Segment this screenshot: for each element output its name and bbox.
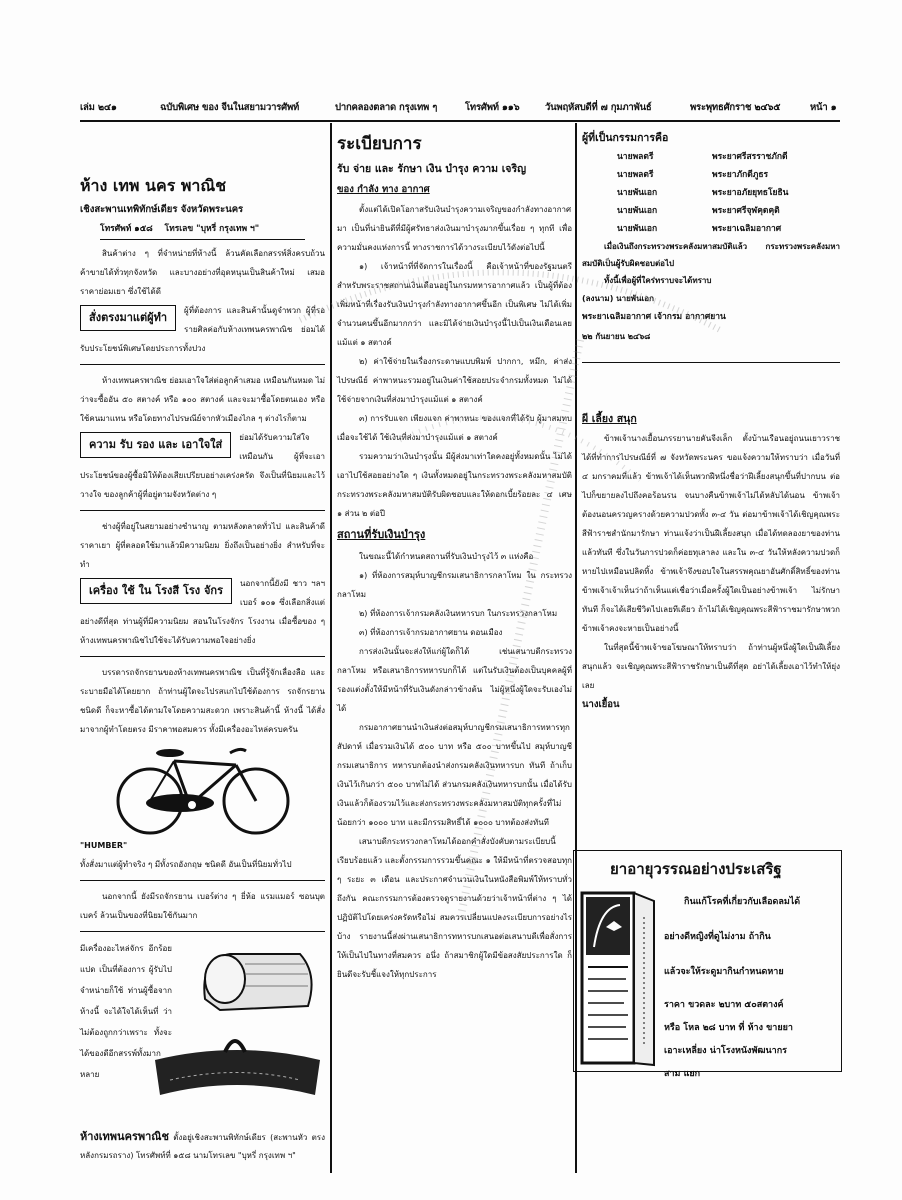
divider xyxy=(80,931,325,932)
store-contact xyxy=(100,220,305,240)
store-footer-name: ห้างเทพนครพาณิช xyxy=(80,1130,169,1143)
committee-title: ผู้ที่เป็นกรรมการคือ xyxy=(582,132,669,144)
store-para-2b: ความ รับ รอง และ เอาใจใส่ ย่อมได้รับความใส่ใจ เหมือนกัน ผู้ที่จะเอาประโยชน์ของผู้ซื้อมิให้ต้องเสียเปรียบอย่างเคร่งครัด จึงเป็นที่นิยมและไว้วางใจ ของลูกค้าผู้ที่อยู่ตามจังหวัดต่าง ๆ xyxy=(80,433,325,499)
ad-line: อย่างดีหญิงที่ดูไม่งาม ถ้ากิน xyxy=(664,932,771,942)
left-column xyxy=(80,126,325,1165)
committee-name: พระยาศรีสรราชภักดี xyxy=(712,152,788,162)
divider xyxy=(80,880,325,881)
guarantee-box: ความ รับ รอง และ เอาใจใส่ xyxy=(80,432,231,458)
notice-body-2: ในที่สุดนี้ข้าพเจ้าขอโฆษณาให้ทราบว่า ถ้าท่านผู้หนึ่งผู้ใดเป็นฝีเลี้ยงสนุกแล้ว จะเชิญคุณพระสีฟ้าราชรักษาเป็นดีที่สุด อย่าได้เลี้ยงเอาไว้ทำให้ยุ่งเลย xyxy=(582,643,840,690)
regulation-intro: ตั้งแต่ได้เปิดโอกาสรับเงินบำรุงความเจริญของกำลังทางอากาศมา เป็นที่น่ายินดีที่มีผู้ศรัทธาส่งเงินมาบำรุงมากขึ้นเรื่อย ๆ ทุกที เพื่อความมั่นคงแห่งการนี้ ทางราชการได้วางระเบียบไว้ดังต่อไปนี้ xyxy=(337,205,572,252)
store-footer xyxy=(80,1128,325,1165)
notice-title: ผี เลี้ยง สนุก xyxy=(582,413,637,425)
ad-line: เอาะเหลี่ยง น่าโรงหนังพัฒนากร xyxy=(664,1046,787,1056)
header-book: เล่ม ๒๔๑ xyxy=(80,102,117,113)
notice-signer: นางเยื้อน xyxy=(582,699,620,710)
signature-date: ๒๒ กันยายน ๒๔๖๘ xyxy=(582,332,651,341)
header-phone: โทรศัพท์ ๑๑๖ xyxy=(465,102,520,113)
store-para-3b: เครื่อง ใช้ ใน โรงสี โรง จักร นอกจากนี้ยังมี ชาว ฯลฯ เบอร์ ๑๐๑ ซึ่งเลือกสิ่งแต่อย่างดีที่สุด ท่านผู้ที่มีความนิยม สอนในโรงจักร โรงงาน เมื่อซื้อของ ๆ ห้างเทพนครพาณิชไปใช้จะได้รับความพอใจอย่างยิ่ง xyxy=(80,579,325,645)
regulation-para-d: เสนาบดีกระทรวงกลาโหมได้ออกคำสั่งบังคับตามระเบียบนี้เรียบร้อยแล้ว และตั้งกรรมการรวมขึ้นคณะ ๑ ให้มีหน้าที่ตรวจสอบทุก ๆ ระยะ ๓ เดือน และประกาศจำนวนเงินในหนังสือพิมพ์ให้ทราบทั่วถึงกัน คณะกรรมการต้องตรวจดูรายงานด้วยว่าเจ้าหน้าที่ต่าง ๆ ได้ปฏิบัติไปโดยเคร่งครัดหรือไม่ สมควรเปลี่ยนแปลงระเบียบการอย่างไรบ้าง รายงานนี้ส่งผ่านเสนาธิการทหารบกเสนอต่อเสนาบดีเพื่อสั่งการให้เป็นไปในทางที่สมควร อนึ่ง ถ้าสมาชิกผู้ใดมีข้อสงสัยประการใด ก็ยินดีจะรับชี้แจงให้ทุกประการ xyxy=(337,837,572,979)
committee-name: พระยาเฉลิมอากาศ xyxy=(712,224,782,234)
medicine-advertisement xyxy=(573,850,842,1079)
ad-line: แล้วจะให้ระดูมากินกำหนดหาย xyxy=(664,967,784,977)
receiving-place-1: ๑) ที่ห้องการสมุห์บาญชีกรมเสนาธิการกลาโหม ใน กระทรวงกลาโหม xyxy=(337,571,572,599)
bicycle-brand-label: "HUMBER" xyxy=(80,841,128,850)
receiving-place-2: ๒) ที่ห้องการเจ้ากรมคลังเงินทหารบก ในกระทรวงกลาโหม xyxy=(359,609,558,618)
page-header xyxy=(80,100,840,118)
inner-tube-illustration-icon xyxy=(150,1030,325,1100)
header-printer: ปากคลองตลาด กรุงเทพ ๆ xyxy=(335,102,438,113)
parts-ad xyxy=(80,938,325,1128)
signatory: พระยาเฉลิมอากาศ เจ้ากรม อากาศยาน xyxy=(582,312,726,322)
receiving-places-heading: สถานที่รับเงินบำรุง xyxy=(337,528,426,541)
store-title: ห้าง เทพ นคร พาณิช xyxy=(80,176,227,195)
regulation-title: ระเบียบการ xyxy=(337,134,422,154)
divider xyxy=(80,364,325,365)
bicycle-para-b: ทั้งสั่งมาแต่ผู้ทำจริง ๆ มีทั้งรถอังกฤษ ชนิดดี อันเป็นที่นิยมทั่วไป xyxy=(80,860,292,869)
ad-line: กินแก้โรคที่เกี่ยวกับเลือดลมได้ xyxy=(684,897,801,907)
committee-name: พระยาศรีจุฬคุดคุติ xyxy=(712,206,780,216)
signed-label: (ลงนาม) นายพันเอก xyxy=(582,294,654,303)
store-para-1b: สั่งตรงมาแต่ผู้ทำ ผู้ที่ต้องการ และสินค้านั้นดูจำพวก ผู้ที่รอรายศิลค่อกับห้างเทพนครพาณิช ย่อมได้รับประโยชน์พิเศษโดยประการทั้งปวง xyxy=(80,306,325,353)
ad-line: หรือ โหล ๒๘ บาท ที่ ห้าง ขายยา xyxy=(664,1023,793,1033)
tyre-roll-illustration-icon xyxy=(190,944,320,1014)
committee-list xyxy=(617,148,840,238)
store-para-1: สินค้าต่าง ๆ ที่จำหน่ายที่ห้างนี้ ล้วนคัดเลือกสรรพ์สิ่งครบถ้วน ค้าขายได้ทั่วทุกจังหวัด และบางอย่างที่อุดหนุนเป็นสินค้าใหม่ เสมอ ราคาย่อมเยา ซึ่งใช้ได้ดี xyxy=(80,249,325,296)
header-issue: ฉบับพิเศษ ของ จีนในสยามวารศัพท์ xyxy=(160,102,300,113)
regulation-item-3: ๓) การรับแจก เพียงแจก ค่าพาหนะ ของแจกที่ได้รับ ผู้มาสมทบเมื่อจะใช้ได้ ใช้เงินที่ส่งมาบำรุงแม้แต่ ๑ สตางค์ xyxy=(337,414,572,442)
committee-note: เมื่อเงินถึงกระทรวงพระคลังมหาสมบัติแล้ว กระทรวงพระคลังมหาสมบัติเป็นผู้รับผิดชอบต่อไป xyxy=(582,242,840,268)
middle-column xyxy=(337,126,572,984)
bicycle-illustration-icon xyxy=(108,743,298,838)
committee-rank: นายพันเอก xyxy=(617,206,658,216)
ad-body xyxy=(664,891,839,1086)
mill-equipment-box: เครื่อง ใช้ ใน โรงสี โรง จักร xyxy=(80,578,232,604)
committee-rank: นายพันเอก xyxy=(617,188,658,198)
right-column xyxy=(582,126,840,714)
notice-body: ข้าพเจ้านางเยื้อนภรรยานายคันจีงเล็ก ตั้งบ้านเรือนอยู่ถนนเยาวราช ได้ที่ทำการไปรษณีย์ที่ ๗ จังหวัดพระนคร ขอแจ้งความให้ทราบว่า เมื่อวันที่ ๔ มกราคมที่แล้ว ข้าพเจ้าได้เห็นพวกฝีหนึ่งชื่อว่าฝีเลี้ยงสนุกขึ้นที่ปากบน ต่อไปก็ขยายลงไปถึงคอร้อนรน จนบางคืนข้าพเจ้าไม่ได้หลับได้นอน ข้าพเจ้าต้องนอนครวญครางด้วยความปวดทั้ง ๓-๔ วัน ต่อมาข้าพเจ้าได้เชิญคุณพระสีฟ้าราชสำนักมารักษา ท่านแจ้งว่าเป็นฝีเลี้ยงสนุก เมื่อได้ทดลองยาของท่านแล้วทันที ซึ่งในวันการปวดก็ค่อยทุเลาลง และใน ๓-๔ วันให้หลังความปวดก็หายไปเหมือนปลิดทิ้ง ข้าพเจ้าจึงขอบใจในสรรพคุณยาอันศักดิ์สิทธิ์ของท่าน ข้าพเจ้าเจ้าเห็นว่าถ้าเห็นแต่เชื่อว่าเมื่อครั้งผู้ใดเป็นอย่างข้าพเจ้า ไม่รักษาทันที ก็จะได้เสียชีวิตไปเลยทีเดียว ถ้าไม่ได้เชิญคุณพระสีฟ้าราชมารักษาพวกข้าพเจ้าคงจะหายเป็นอย่างนี้ xyxy=(582,434,840,633)
committee-rank: นายพลตรี xyxy=(617,170,654,180)
header-page: หน้า ๑ xyxy=(810,102,837,113)
store-phone: โทรศัพท์ ๑๕๘ xyxy=(100,224,153,234)
committee-rank: นายพันเอก xyxy=(617,224,658,234)
column-divider xyxy=(330,123,332,1173)
receiving-place-3: ๓) ที่ห้องการเจ้ากรมอากาศยาน ดอนเมือง xyxy=(359,628,503,637)
direct-import-box: สั่งตรงมาแต่ผู้ทำ xyxy=(80,305,176,331)
regulation-summary: รวมความว่าเงินบำรุงนั้น มีผู้ส่งมาเท่าใดคงอยู่ทั้งหมดนั้น ไม่ได้เอาไปใช้สอยอย่างใด ๆ เงินทั้งหมดอยู่ในกระทรวงพระคลังมหาสมบัติ กระทรวงพระคลังมหาสมบัติรับผิดชอบและให้ดอกเบี้ยร้อยละ ๔ เศษ ๑ ส่วน ๒ ต่อปี xyxy=(337,452,572,518)
regulation-subtitle: รับ จ่าย และ รักษา เงิน บำรุง ความ เจริญ xyxy=(337,163,527,175)
divider xyxy=(80,510,325,511)
store-telegram: โทรเลข "บุหรี่ กรุงเทพ ฯ" xyxy=(164,224,260,234)
other-bikes-para: นอกจากนี้ ยังมีรถจักรยาน เบอร์ต่าง ๆ ยี่ห้อ แรมแมอร์ ซอนบุต เบคร์ ล้วนเป็นของที่นิยมใช้กันมาก xyxy=(80,892,325,920)
header-year: พระพุทธศักราช ๒๔๖๕ xyxy=(690,102,781,113)
committee-rank: นายพลตรี xyxy=(617,152,654,162)
store-address: เชิงสะพานเทพิทักษ์เดียร จังหวัดพระนคร xyxy=(80,204,244,215)
committee-note-2: ทั้งนี้เพื่อผู้ที่ใคร่ทราบจะได้ทราบ xyxy=(604,276,712,285)
regulation-subsubtitle: ของ กำลัง ทาง อากาศ xyxy=(337,184,430,195)
regulation-para-c: กรมอากาศยานนำเงินส่งต่อสมุห์บาญชีกรมเสนาธิการทหารทุกสัปดาห์ เมื่อรวมเงินได้ ๕๐๐ บาท หรือ ๕๐๐ บาทขึ้นไป สมุห์บาญชีกรมเสนาธิการ ทหารบกต้องนำส่งกรมคลังเงินทหารบก ทันที ถ้าเก็บเงินไว้เกินกว่า ๕๐๐ บาทไม่ได้ ส่วนกรมคลังเงินทหารบกนั้น เมื่อได้รับเงินแล้วก็ต้องรวมไว้และส่งกระทรวงพระคลังมหาสมบัติทุกครั้งที่ไม่น้อยกว่า ๑๐๐๐ บาท และมีกรรมสิทธิ์ได้ ๑๐๐๐ บาทต้องส่งทันที xyxy=(337,723,572,827)
bicycle-para: บรรดารถจักรยานของห้างเทพนครพาณิช เป็นที่รู้จักเลื่องลือ และระบายมือได้โดยยาก ถ้าท่านผู้ใดจะไปรสแกไปใช้ต้องการ รถจักรยานชนิดดี ก็จะหาซื้อได้ตามใจโดยความสะดวก เพราะสินค้านี้ ห้างนี้ ได้สั่งมาจากผู้ทำโดยตรง มีราคาพอสมควร ทั้งมีเครื่องอะไหล่ครบครัน xyxy=(80,668,325,734)
divider xyxy=(80,656,325,657)
divider xyxy=(582,362,840,363)
ad-line: สาม แยก xyxy=(664,1069,701,1079)
store-para-3: ช่างผู้ที่อยู่ในสยามอย่างชำนาญ ตามหลังตลาดทั่วไป และสินค้าดีราคาเยา ผู้ที่ตลอดใช้มาแล้วมีความนิยม ยิ่งถึงเป็นอย่างยิ่ง สำหรับที่จะทำ xyxy=(80,522,325,569)
committee-name: พระยาภักดีภูธร xyxy=(712,170,769,180)
parts-text: มีเครื่องอะไหล่จักร อีกร้อยแปด เป็นที่ต้องการ ผู้รับไปจำหน่ายก็ใช้ ท่านผู้ซื้อจากห้างนี้ จะได้ใจได้เห็นที่ ว่าไม่ต้องถูกกว่าเพราะ ทั้งจะได้ของดีอีกสรรพ์ทั้งมากหลาย xyxy=(80,944,172,1079)
regulation-item-1: ๑) เจ้าหน้าที่ที่จัดการในเรื่องนี้ คือเจ้าหน้าที่ของรัฐมนตรีสำหรับพระราชสถานเงินเดือนอยู่ในกรมทหารอากาศแล้ว เป็นผู้ที่ต้องเพิ่มหน้าที่เรื่องรับเงินบำรุงกำลังทางอากาศขึ้นอีก เป็นพิเศษ ไม่ได้เพิ่มจำนวนคนขึ้นอีกมากกว่า และมิได้จ่ายเงินบำรุงนี้ไปเป็นเงินเดือนเลยแม้แต่ ๑ สตางค์ xyxy=(337,262,572,347)
ad-line: ราคา ขวดละ ๒บาท ๕๐สตางค์ xyxy=(664,1000,784,1010)
receiving-places-intro: ในขณะนี้ได้กำหนดสถานที่รับเงินบำรุงไว้ ๓ แห่งคือ xyxy=(359,552,534,561)
store-para-2: ห้างเทพนครพาณิช ย่อมเอาใจใส่ต่อลูกค้าเสมอ เหมือนกันหมด ไม่ว่าจะซื้ออัน ๕๐ สตางค์ หรือ ๑๐๐ สตางค์ และจะมาซื้อโดยตนเอง หรือใช้คนมาแทน หรือโดยทางไปรษณีย์จากหัวเมืองไกล ๆ ต่างไรก็ตาม xyxy=(80,376,325,423)
ad-title: ยาอายุวรรณอย่างประเสริฐ xyxy=(610,860,782,878)
header-date: วันพฤหัสบดีที่ ๗ กุมภาพันธ์ xyxy=(545,102,652,113)
header-divider xyxy=(80,120,840,122)
store-footer-address: ตั้งอยู่เชิงสะพานพิทักษ์เดียร (สะพานหัว ตรงหลังกรมรถราง) โทรศัพท์ที่ ๑๕๘ นามโทรเลข "บุหรี่ กรุงเทพ ฯ" xyxy=(80,1133,325,1160)
regulation-para-b: การส่งเงินนั้นจะส่งให้แก่ผู้ใดก็ได้ เช่นเสนาบดีกระทรวงกลาโหม หรือเสนาธิการทหารบกก็ได้ แต่ในรับเงินต้องเป็นบุคคลผู้ที่รองแต่งตั้งให้มีหน้าที่รับเงินดังกล่าวข้างต้น ไม่ผู้หนึ่งผู้ใดจะรับเองไม่ได้ xyxy=(337,647,572,713)
committee-name: พระยาอภัยยุทธโยธิน xyxy=(712,188,789,198)
regulation-item-2: ๒) ค่าใช้จ่ายในเรื่องกระดาษแบบพิมพ์ ปากกา, หมึก, ค่าส่งไปรษณีย์ ค่าพาหนะรวมอยู่ในเงินค่าใช้สอยประจำกรมทั้งหมด ไม่ได้ใช้จ่ายจากเงินที่ส่งมาบำรุงแม้แต่ ๑ สตางค์ xyxy=(337,357,572,404)
medicine-box-illustration-icon xyxy=(580,887,658,1067)
